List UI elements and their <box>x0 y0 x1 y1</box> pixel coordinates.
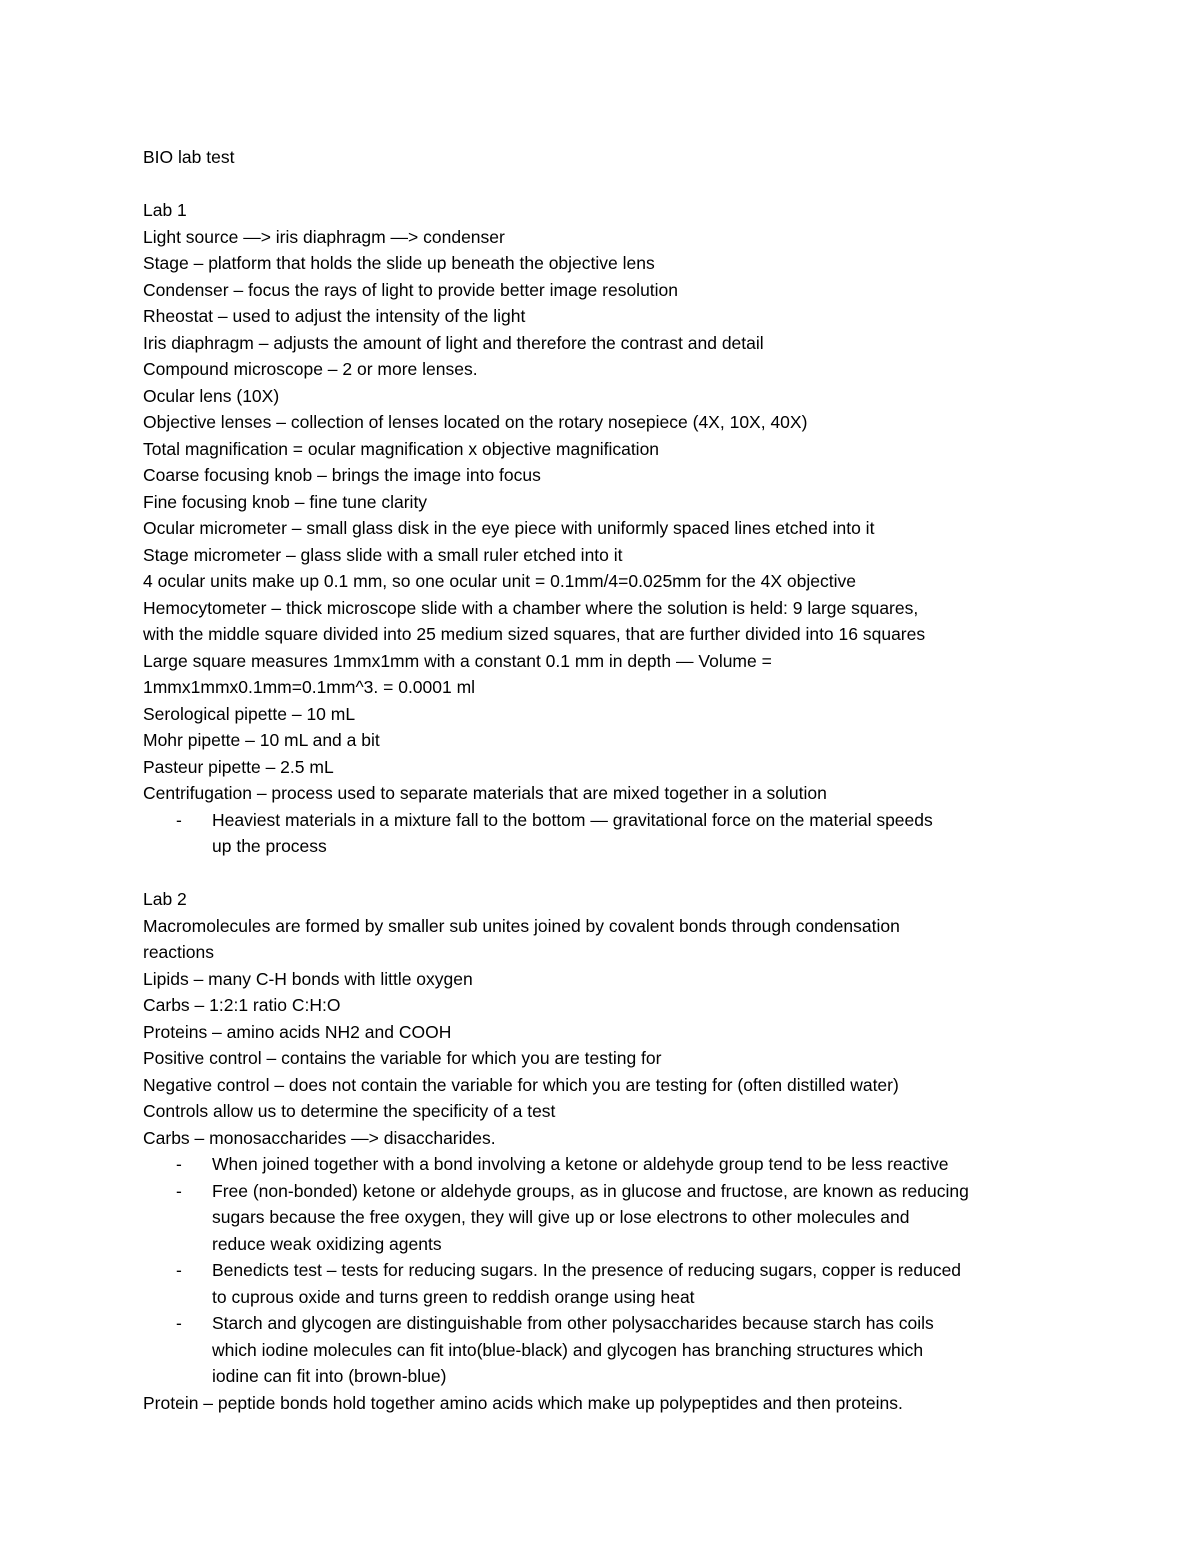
bullet-dash: - <box>176 1180 182 1201</box>
text-line: with the middle square divided into 25 medium sized squares, that are further divided into 16 squares <box>143 624 926 644</box>
blank-line <box>143 860 1073 887</box>
bullet-line: reduce weak oxidizing agents <box>212 1233 442 1254</box>
bullet-line: Benedicts test – tests for reducing sugars. In the presence of reducing sugars, copper is reduced <box>212 1260 962 1280</box>
text-line: Total magnification = ocular magnification x objective magnification <box>143 438 660 459</box>
bullet-item <box>143 1151 1073 1178</box>
document-title: BIO lab test <box>143 147 235 167</box>
text-line: Ocular micrometer – small glass disk in the eye piece with uniformly spaced lines etched into it <box>143 518 875 538</box>
lab2-lines <box>143 913 1073 1152</box>
bullet-item <box>143 1178 1073 1258</box>
bullet-dash: - <box>176 1260 182 1280</box>
bullet-line: Starch and glycogen are distinguishable from other polysaccharides because starch has coils <box>212 1313 934 1333</box>
text-line: Condenser – focus the rays of light to provide better image resolution <box>143 279 679 300</box>
text-line: Pasteur pipette – 2.5 mL <box>143 756 334 777</box>
text-line: Negative control – does not contain the variable for which you are testing for (often distilled water) <box>143 1074 899 1095</box>
bullet-line: up the process <box>212 836 327 856</box>
bullet-line: When joined together with a bond involving a ketone or aldehyde group tend to be less reactive <box>212 1154 949 1174</box>
text-line: Carbs – monosaccharides —> disaccharides. <box>143 1127 496 1148</box>
text-line: Stage micrometer – glass slide with a small ruler etched into it <box>143 544 623 565</box>
text-line: Protein – peptide bonds hold together amino acids which make up polypeptides and then proteins. <box>143 1392 903 1413</box>
text-line: Carbs – 1:2:1 ratio C:H:O <box>143 995 341 1015</box>
bullet-item <box>143 1257 1073 1310</box>
lab1-lines <box>143 224 1073 807</box>
text-line: Rheostat – used to adjust the intensity of the light <box>143 306 526 326</box>
text-line: reactions <box>143 942 215 962</box>
bullet-line: Heaviest materials in a mixture fall to the bottom — gravitational force on the material speeds <box>212 809 933 830</box>
bullet-dash: - <box>176 1154 182 1174</box>
bullet-line: iodine can fit into (brown-blue) <box>212 1366 447 1386</box>
text-line: Stage – platform that holds the slide up beneath the objective lens <box>143 253 655 273</box>
text-line: Objective lenses – collection of lenses located on the rotary nosepiece (4X, 10X, 40X) <box>143 412 808 432</box>
text-line: Iris diaphragm – adjusts the amount of light and therefore the contrast and detail <box>143 332 764 353</box>
bullet-line: to cuprous oxide and turns green to reddish orange using heat <box>212 1286 695 1307</box>
bullet-dash: - <box>176 809 182 830</box>
bullet-line: which iodine molecules can fit into(blue-black) and glycogen has branching structures which <box>212 1339 924 1360</box>
text-line: 4 ocular units make up 0.1 mm, so one ocular unit = 0.1mm/4=0.025mm for the 4X objective <box>143 571 857 591</box>
bullet-item <box>143 807 1073 860</box>
bullet-line: sugars because the free oxygen, they will give up or lose electrons to other molecules and <box>212 1207 910 1227</box>
document-body <box>143 144 1073 1416</box>
text-line: Mohr pipette – 10 mL and a bit <box>143 730 380 750</box>
lab2-heading: Lab 2 <box>143 889 187 909</box>
text-line: Macromolecules are formed by smaller sub unites joined by covalent bonds through condensation <box>143 915 900 936</box>
text-line: Ocular lens (10X) <box>143 385 280 406</box>
text-line: Hemocytometer – thick microscope slide with a chamber where the solution is held: 9 large squares, <box>143 597 919 618</box>
bullet-dash: - <box>176 1313 182 1333</box>
bullet-item <box>143 1310 1073 1390</box>
text-line: Positive control – contains the variable for which you are testing for <box>143 1048 662 1068</box>
bullet-line: Free (non-bonded) ketone or aldehyde groups, as in glucose and fructose, are known as reducing <box>212 1180 969 1201</box>
text-line: Centrifugation – process used to separate materials that are mixed together in a solution <box>143 783 827 803</box>
lab1-heading: Lab 1 <box>143 200 187 220</box>
text-line: Large square measures 1mmx1mm with a constant 0.1 mm in depth — Volume = <box>143 650 772 671</box>
text-line: Lipids – many C-H bonds with little oxygen <box>143 968 473 989</box>
text-line: Serological pipette – 10 mL <box>143 703 356 724</box>
text-line: 1mmx1mmx0.1mm=0.1mm^3. = 0.0001 ml <box>143 677 476 697</box>
text-line: Light source —> iris diaphragm —> condenser <box>143 226 505 247</box>
text-line: Fine focusing knob – fine tune clarity <box>143 491 428 512</box>
text-line: Coarse focusing knob – brings the image into focus <box>143 465 541 485</box>
text-line: Proteins – amino acids NH2 and COOH <box>143 1021 452 1042</box>
blank-line <box>143 171 1073 198</box>
text-line: Controls allow us to determine the specificity of a test <box>143 1101 556 1121</box>
text-line: Compound microscope – 2 or more lenses. <box>143 359 478 379</box>
